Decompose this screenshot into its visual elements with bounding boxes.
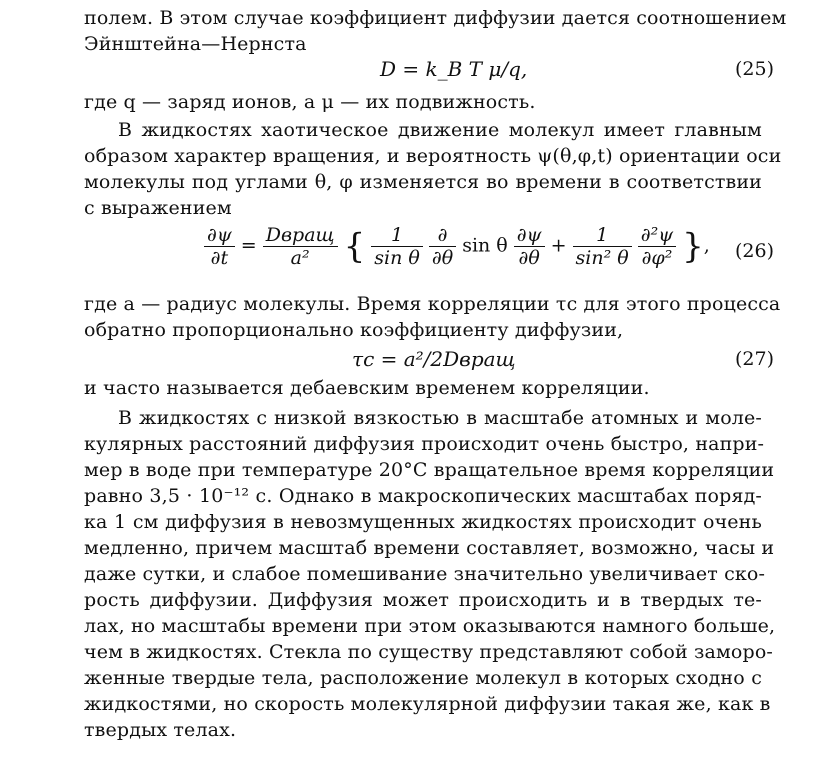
text-line: кулярных расстояний диффузия происходит очень быстро, напри-: [84, 433, 765, 455]
fraction: $\frac{\partial}{\partial\theta}$: [429, 224, 456, 269]
text-line: и часто называется дебаевским временем корреляции.: [84, 377, 650, 399]
text-line: лах, но масштабы времени при этом оказываются намного больше,: [84, 615, 776, 637]
text-line: чем в жидкостях. Стекла по существу представляют собой заморо-: [84, 641, 773, 663]
text-line: твердых телах.: [84, 719, 237, 741]
equation-number: (26): [734, 240, 774, 262]
fraction: $\frac{1}{\text{sin² θ}}$: [573, 224, 632, 269]
equation-26: $\frac{\partial\psi}{\partial t}$ = $\frac{\text{Dвращ}}{\text{a²}}$ { $\frac{1}{\text{sin θ}}$ $\frac{\partial}{\partial\theta}$ sin θ $\frac{\partial\psi}{\partial\theta}$ + $\frac{1}{\text{sin² θ}}$ $\frac{\text{∂²ψ}}{\text{∂φ²}}$ },: [204, 224, 710, 269]
text-line: В жидкостях с низкой вязкостью в масштабе атомных и моле-: [118, 407, 762, 429]
fraction: $\frac{1}{\text{sin θ}}$: [371, 224, 423, 269]
text-line: даже сутки, и слабое помешивание значительно увеличивает ско-: [84, 563, 766, 585]
text-line: равно 3,5 · 10⁻¹² с. Однако в макроскопических масштабах поряд-: [84, 485, 762, 507]
text-line: жидкостями, но скорость молекулярной диффузии такая же, как в: [84, 693, 771, 715]
equation-number: (25): [734, 58, 774, 80]
fraction: $\frac{\text{∂²ψ}}{\text{∂φ²}}$: [638, 224, 676, 269]
text-line: ка 1 см диффузия в невозмущенных жидкостях происходит очень: [84, 511, 762, 533]
text-line: полем. В этом случае коэффициент диффузии дается соотношением: [84, 7, 787, 29]
text-line: обратно пропорционально коэффициенту диффузии,: [84, 319, 624, 341]
text-line: В жидкостях хаотическое движение молекул имеет главным: [118, 119, 762, 141]
fraction: $\frac{\text{Dвращ}}{\text{a²}}$: [263, 224, 338, 269]
fraction: $\frac{\partial\psi}{\partial\theta}$: [514, 224, 545, 269]
text-line: с выражением: [84, 197, 232, 219]
text-line: мер в воде при температуре 20°C вращательное время корреляции: [84, 459, 775, 481]
text-line: где q — заряд ионов, а μ — их подвижность.: [84, 91, 536, 113]
text-line: медленно, причем масштаб времени составляет, возможно, часы и: [84, 537, 775, 559]
equation-27: τc = a²/2Dвращ: [352, 347, 516, 371]
text-line: молекулы под углами θ, φ изменяется во времени в соответствии: [84, 171, 762, 193]
text-line: рость диффузии. Диффузия может происходить и в твердых те-: [84, 589, 762, 611]
text-line: Эйнштейна—Нернста: [84, 33, 307, 55]
text-line: образом характер вращения, и вероятность ψ(θ,φ,t) ориентации оси: [84, 145, 782, 167]
text-line: где a — радиус молекулы. Время корреляции τc для этого процесса: [84, 293, 781, 315]
fraction: $\frac{\partial\psi}{\partial t}$: [204, 224, 235, 269]
text-line: женные твердые тела, расположение молекул в которых сходно с: [84, 667, 762, 689]
equation-25: D = k_B T μ/q,: [380, 57, 528, 81]
equation-number: (27): [734, 348, 774, 370]
